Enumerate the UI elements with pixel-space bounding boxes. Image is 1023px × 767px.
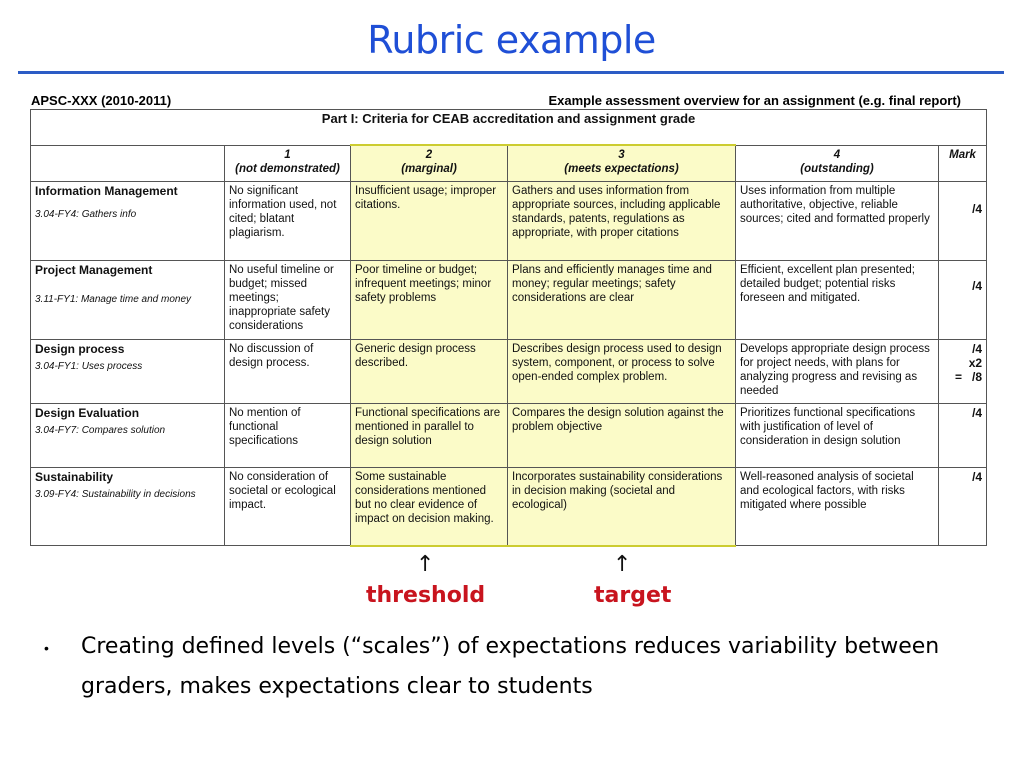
level-1-cell: No consideration of societal or ecological impact. xyxy=(225,468,351,546)
criterion-cell xyxy=(31,182,225,261)
level-label: (meets expectations) xyxy=(564,163,679,175)
level-3-header xyxy=(508,145,736,182)
level-label: (marginal) xyxy=(401,163,457,175)
mark-cell xyxy=(939,182,987,261)
target-arrow-icon: ↑ xyxy=(613,552,632,577)
level-3-cell: Describes design process used to design system, component, or process to solve open-ended complex problem. xyxy=(508,340,736,404)
mark-cell xyxy=(939,340,987,404)
level-3-cell: Incorporates sustainability considerations in decision making (societal and ecological) xyxy=(508,468,736,546)
criterion-name: Project Management xyxy=(35,263,153,277)
document-heading: Example assessment overview for an assignment (e.g. final report) xyxy=(548,93,961,108)
criterion-cell xyxy=(31,404,225,468)
level-label: (not demonstrated) xyxy=(235,162,340,175)
table-row xyxy=(31,261,987,340)
level-2-cell: Generic design process described. xyxy=(351,340,508,404)
criterion-name: Sustainability xyxy=(35,470,114,484)
level-4-cell: Well-reasoned analysis of societal and ecological factors, with risks mitigated where possible xyxy=(736,468,939,546)
mark-value: /4 xyxy=(972,470,983,484)
level-4-header xyxy=(736,145,939,182)
level-number: 2 xyxy=(425,149,433,161)
criterion-code: 3.04-FY4: Gathers info xyxy=(35,209,137,220)
level-3-cell: Gathers and uses information from appropriate sources, including applicable standards, patents, regulations as appropriate, with proper citations xyxy=(508,182,736,261)
level-4-cell: Uses information from multiple authoritative, objective, reliable sources; cited and formatted properly xyxy=(736,182,939,261)
threshold-arrow-icon: ↑ xyxy=(416,552,435,577)
level-number: 1 xyxy=(284,148,291,161)
level-2-cell: Poor timeline or budget; infrequent meetings; minor safety problems xyxy=(351,261,508,340)
threshold-label: threshold xyxy=(366,583,486,608)
level-3-cell: Compares the design solution against the problem objective xyxy=(508,404,736,468)
level-1-header xyxy=(225,145,351,182)
level-2-cell: Some sustainable considerations mentioned but no clear evidence of impact on decision making. xyxy=(351,468,508,546)
mark-cell xyxy=(939,468,987,546)
criterion-cell xyxy=(31,261,225,340)
level-1-cell: No significant information used, not cited; blatant plagiarism. xyxy=(225,182,351,261)
level-label: (outstanding) xyxy=(800,162,874,175)
criterion-name: Information Management xyxy=(35,184,178,198)
level-4-cell: Efficient, excellent plan presented; detailed budget; potential risks foreseen and mitigated. xyxy=(736,261,939,340)
table-row xyxy=(31,182,987,261)
mark-value: /4 xyxy=(972,406,983,420)
level-number: 4 xyxy=(833,148,841,161)
level-2-cell: Functional specifications are mentioned in parallel to design solution xyxy=(351,404,508,468)
table-row xyxy=(31,404,987,468)
level-3-cell: Plans and efficiently manages time and money; regular meetings; safety considerations are clear xyxy=(508,261,736,340)
level-1-cell: No useful timeline or budget; missed meetings; inappropriate safety considerations xyxy=(225,261,351,340)
level-2-header xyxy=(351,145,508,182)
mark-value: /4 xyxy=(972,279,983,293)
level-4-cell: Prioritizes functional specifications with justification of level of consideration in design solution xyxy=(736,404,939,468)
criteria-header-empty xyxy=(31,145,225,182)
criterion-cell xyxy=(31,340,225,404)
table-row xyxy=(31,468,987,546)
mark-cell xyxy=(939,261,987,340)
criterion-cell xyxy=(31,468,225,546)
bullet-icon: • xyxy=(44,640,49,656)
level-2-cell: Insufficient usage; improper citations. xyxy=(351,182,508,261)
mark-value: /4 xyxy=(972,342,983,356)
slide-title: Rubric example xyxy=(367,18,656,62)
target-label: target xyxy=(594,583,672,608)
level-4-cell: Develops appropriate design process for project needs, with plans for analyzing progress and revising as needed xyxy=(736,340,939,404)
criterion-code: 3.09-FY4: Sustainability in decisions xyxy=(35,489,196,500)
mark-total: = /8 xyxy=(955,370,983,384)
criterion-code: 3.04-FY7: Compares solution xyxy=(35,425,166,436)
criterion-name: Design Evaluation xyxy=(35,406,140,420)
mark-multiplier: x2 xyxy=(968,356,983,370)
criterion-code: 3.11-FY1: Manage time and money xyxy=(35,294,192,305)
mark-header: Mark xyxy=(939,145,987,182)
bullet-text: Creating defined levels (“scales”) of expectations reduces variability between graders, makes expectations clear to students xyxy=(81,634,940,699)
course-label: APSC-XXX (2010-2011) xyxy=(31,93,172,108)
level-1-cell: No discussion of design process. xyxy=(225,340,351,404)
criterion-code: 3.04-FY1: Uses process xyxy=(35,361,143,372)
rubric-table xyxy=(30,109,987,547)
level-number: 3 xyxy=(618,149,625,161)
mark-value: /4 xyxy=(972,202,983,216)
table-row xyxy=(31,340,987,404)
level-1-cell: No mention of functional specifications xyxy=(225,404,351,468)
criterion-name: Design process xyxy=(35,342,125,356)
title-underline xyxy=(18,71,1004,74)
mark-cell xyxy=(939,404,987,468)
levels-header-row xyxy=(31,145,987,182)
part-title: Part I: Criteria for CEAB accreditation and assignment grade xyxy=(31,110,987,146)
